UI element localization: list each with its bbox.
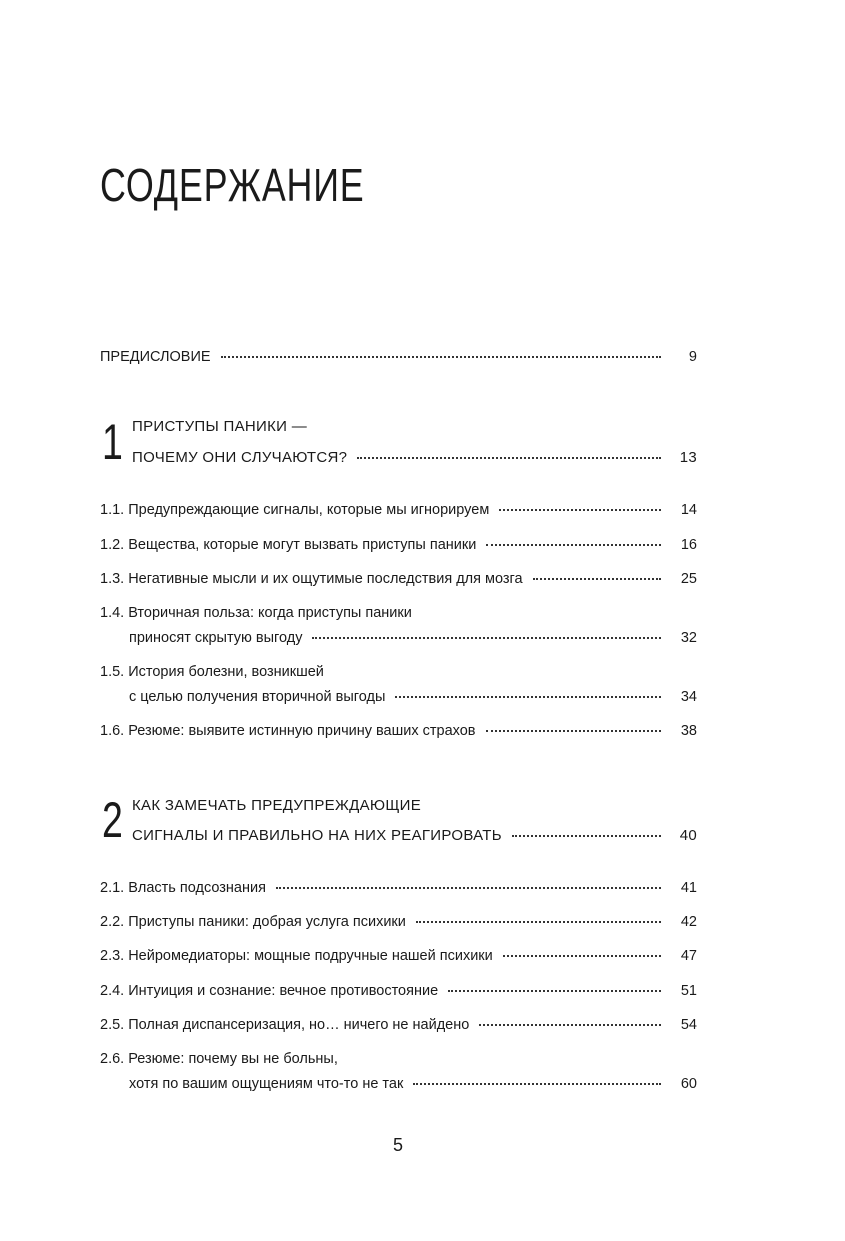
dot-leader	[395, 696, 661, 698]
chapter-number: 2	[102, 792, 123, 848]
dot-leader	[479, 1024, 661, 1026]
toc-entry-1-1[interactable]	[100, 502, 697, 522]
toc-entry-1-4-line1: 1.4. Вторичная польза: когда приступы паники	[100, 605, 412, 621]
toc-entry-2-6[interactable]	[100, 1076, 697, 1096]
toc-entry-label: 2.4. Интуиция и сознание: вечное противостояние	[100, 983, 439, 999]
toc-entry-page: 38	[680, 723, 697, 739]
toc-entry-label: 1.6. Резюме: выявите истинную причину ваших страхов	[100, 723, 476, 739]
dot-leader	[357, 457, 661, 459]
toc-entry-page: 14	[680, 502, 697, 518]
toc-entry-page: 54	[680, 1017, 697, 1033]
toc-entry-page: 13	[679, 449, 697, 466]
toc-entry-2-4[interactable]	[100, 983, 697, 1003]
chapter-title-line1: ПРИСТУПЫ ПАНИКИ —	[132, 418, 308, 435]
toc-entry-page: 34	[680, 689, 697, 705]
toc-entry-2-5[interactable]	[100, 1017, 697, 1037]
toc-entry-chapter-1[interactable]	[100, 449, 697, 469]
dot-leader	[503, 955, 661, 957]
chapter-title-line2: СИГНАЛЫ И ПРАВИЛЬНО НА НИХ РЕАГИРОВАТЬ	[132, 827, 502, 844]
toc-entry-page: 16	[680, 537, 697, 553]
toc-entry-1-2[interactable]	[100, 537, 697, 557]
toc-entry-page: 9	[688, 349, 697, 365]
toc-entry-page: 42	[680, 914, 697, 930]
toc-entry-2-6-line1: 2.6. Резюме: почему вы не больны,	[100, 1051, 338, 1067]
toc-entry-1-3[interactable]	[100, 571, 697, 591]
toc-entry-label: с целью получения вторичной выгоды	[129, 689, 386, 705]
dot-leader	[512, 835, 661, 837]
dot-leader	[486, 730, 662, 732]
toc-entry-2-1[interactable]	[100, 880, 697, 900]
dot-leader	[533, 578, 661, 580]
toc-entry-page: 51	[680, 983, 697, 999]
chapter-title-line1: КАК ЗАМЕЧАТЬ ПРЕДУПРЕЖДАЮЩИЕ	[132, 797, 422, 814]
toc-entry-1-4[interactable]	[100, 630, 697, 650]
toc-entry-page: 60	[680, 1076, 697, 1092]
toc-entry-label: ПРЕДИСЛОВИЕ	[100, 349, 211, 365]
toc-entry-label: хотя по вашим ощущениям что-то не так	[129, 1076, 404, 1092]
page-number: 5	[393, 1135, 404, 1155]
dot-leader	[276, 887, 661, 889]
page-title: СОДЕРЖАНИЕ	[100, 159, 365, 211]
toc-entry-label: 2.1. Власть подсознания	[100, 880, 266, 896]
dot-leader	[413, 1083, 661, 1085]
dot-leader	[486, 544, 661, 546]
toc-entry-1-5-line1: 1.5. История болезни, возникшей	[100, 664, 324, 680]
toc-entry-label: приносят скрытую выгоду	[129, 630, 303, 646]
toc-entry-page: 32	[680, 630, 697, 646]
dot-leader	[312, 637, 661, 639]
chapter-title-line2: ПОЧЕМУ ОНИ СЛУЧАЮТСЯ?	[132, 449, 348, 466]
dot-leader	[499, 509, 661, 511]
toc-entry-1-6[interactable]	[100, 723, 697, 743]
toc-entry-page: 40	[679, 827, 697, 844]
toc-entry-label: 2.5. Полная диспансеризация, но… ничего не найдено	[100, 1017, 470, 1033]
toc-entry-preface[interactable]	[100, 349, 697, 369]
dot-leader	[416, 921, 661, 923]
dot-leader	[221, 356, 661, 358]
toc-entry-label: 1.3. Негативные мысли и их ощутимые последствия для мозга	[100, 571, 523, 587]
toc-entry-page: 25	[680, 571, 697, 587]
toc-entry-label: 2.2. Приступы паники: добрая услуга психики	[100, 914, 406, 930]
toc-entry-1-5[interactable]	[100, 689, 697, 709]
toc-entry-label: 1.1. Предупреждающие сигналы, которые мы игнорируем	[100, 502, 490, 518]
toc-entry-2-2[interactable]	[100, 914, 697, 934]
dot-leader	[448, 990, 661, 992]
chapter-number: 1	[102, 414, 123, 470]
toc-entry-page: 41	[680, 880, 697, 896]
toc-entry-page: 47	[680, 948, 697, 964]
toc-entry-label: 1.2. Вещества, которые могут вызвать приступы паники	[100, 537, 477, 553]
toc-entry-2-3[interactable]	[100, 948, 697, 968]
toc-entry-chapter-2[interactable]	[100, 827, 697, 847]
toc-entry-label: 2.3. Нейромедиаторы: мощные подручные нашей психики	[100, 948, 493, 964]
